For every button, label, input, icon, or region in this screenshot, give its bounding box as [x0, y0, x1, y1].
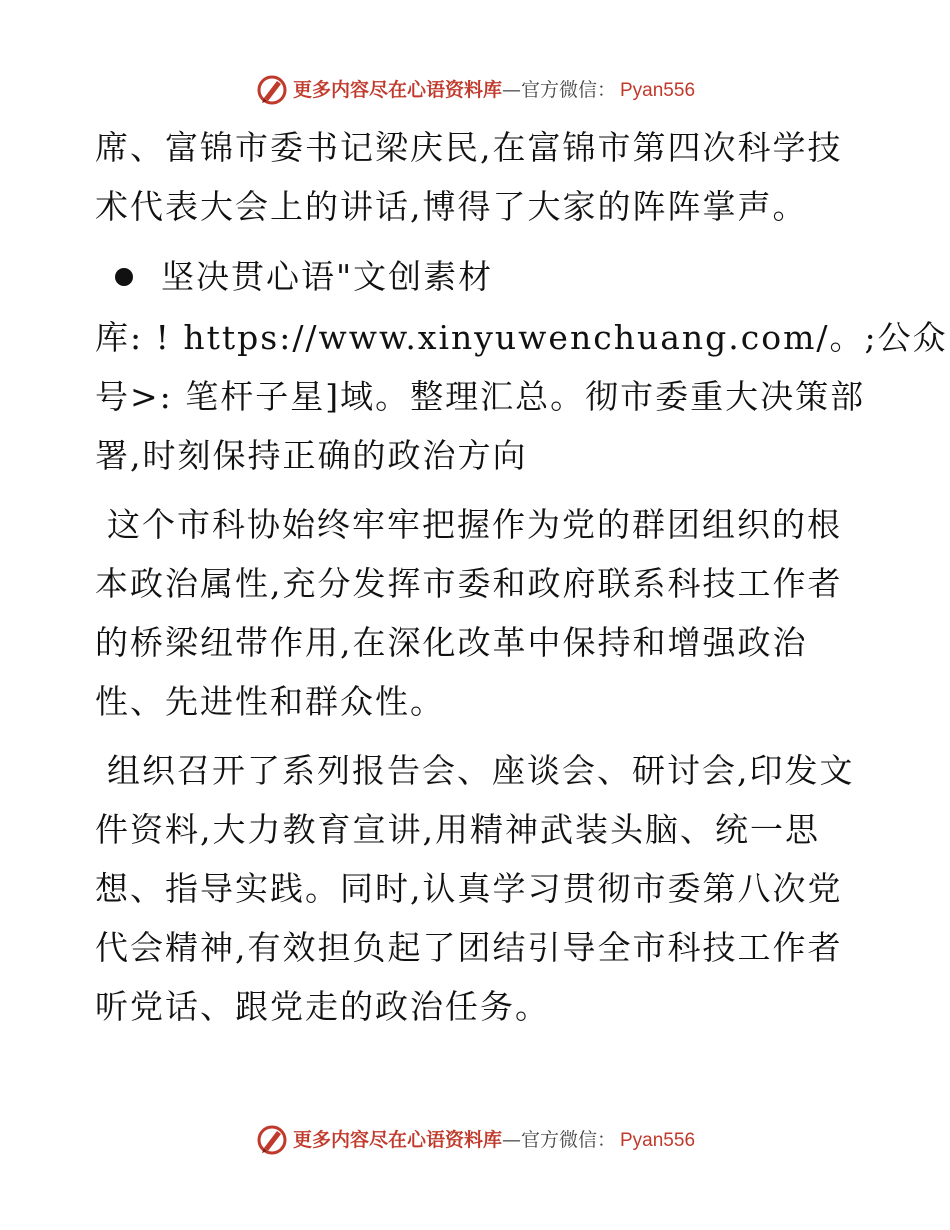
bullet-dot-icon — [115, 268, 133, 286]
pen-logo-icon — [255, 1123, 289, 1157]
banner-wechat-id: Pyan556 — [620, 1129, 696, 1151]
paragraph-1 — [95, 118, 875, 236]
text-line: 听党话、跟党走的政治任务。 — [95, 987, 550, 1026]
text-line: 性、先进性和群众性。 — [95, 682, 445, 721]
header-banner — [0, 70, 950, 110]
text-line: 术代表大会上的讲话,博得了大家的阵阵掌声。 — [95, 187, 808, 226]
banner-wechat-id: Pyan556 — [620, 79, 696, 101]
bullet-text: 坚决贯心语"文创素材 — [161, 257, 494, 296]
text-line: 这个市科协始终牢牢把握作为党的群团组织的根 — [107, 505, 842, 544]
text-line: 库: ! https://www.xinyuwenchuang.com/。;公众 — [95, 318, 948, 357]
text-line: 代会精神,有效担负起了团结引导全市科技工作者 — [95, 928, 843, 967]
paragraph-2 — [95, 495, 875, 731]
document-body — [95, 118, 948, 1036]
footer-banner — [0, 1120, 950, 1160]
paragraph-3 — [95, 741, 875, 1036]
text-line: 席、富锦市委书记梁庆民,在富锦市第四次科学技 — [95, 128, 843, 167]
bullet-item — [95, 246, 948, 485]
text-line: 署,时刻保持正确的政治方向 — [95, 436, 528, 475]
text-line: 组织召开了系列报告会、座谈会、研讨会,印发文 — [107, 751, 855, 790]
banner-title: 更多内容尽在心语资料库 — [292, 78, 502, 101]
banner-dash: — — [501, 1128, 521, 1151]
text-line: 想、指导实践。同时,认真学习贯彻市委第八次党 — [95, 869, 843, 908]
text-line: 件资料,大力教育宣讲,用精神武装头脑、统一思 — [95, 810, 820, 849]
banner-wechat-label: 官方微信： — [520, 78, 616, 101]
bullet-first-line — [95, 246, 875, 308]
text-line: 的桥梁纽带作用,在深化改革中保持和增强政治 — [95, 623, 808, 662]
pen-logo-icon — [255, 73, 289, 107]
banner-title: 更多内容尽在心语资料库 — [292, 1128, 502, 1151]
banner-dash: — — [501, 78, 521, 101]
banner-wechat-label: 官方微信： — [520, 1128, 616, 1151]
text-line: 号>: 笔杆子星]域。整理汇总。彻市委重大决策部 — [95, 377, 866, 416]
text-line: 本政治属性,充分发挥市委和政府联系科技工作者 — [95, 564, 843, 603]
